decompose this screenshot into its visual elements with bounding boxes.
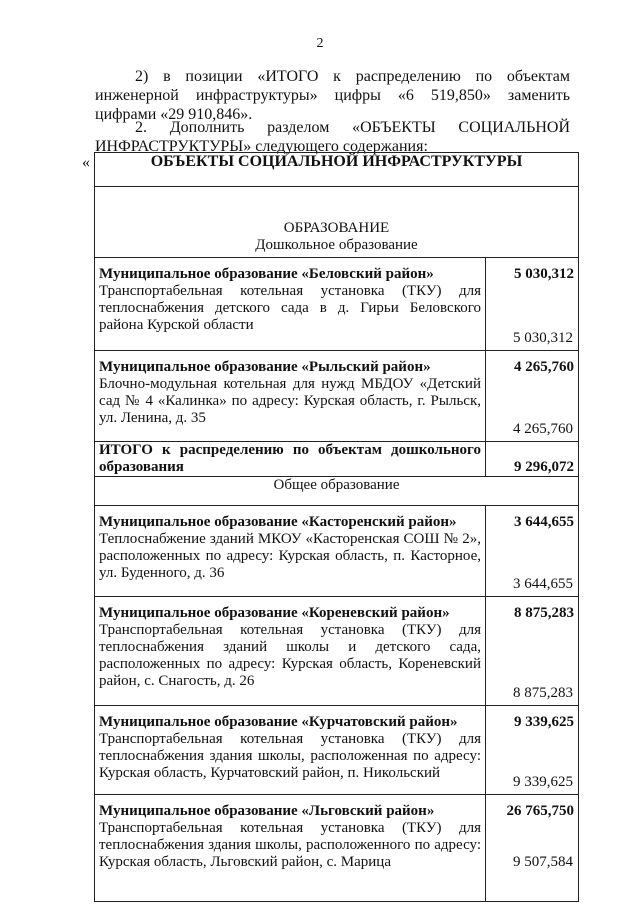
entry-text-cell — [95, 351, 486, 442]
municipality-total: 4 265,760 — [514, 359, 574, 375]
entry-text-cell — [95, 597, 486, 706]
entry-text-cell — [95, 795, 486, 902]
object-amount: 8 875,283 — [513, 685, 573, 701]
object-description: Блочно-модульная котельная для нужд МБДОУ «Детский сад № 4 «Калинка» по адресу: Курская область, г. Рыльск, ул. Ленина, д. 35 — [99, 376, 481, 426]
entry-text-cell — [95, 258, 486, 351]
table-row — [95, 597, 579, 706]
municipality-name: Муниципальное образование «Беловский район» — [99, 266, 434, 282]
paragraph-2-first-line — [95, 118, 570, 137]
section-education-label: ОБРАЗОВАНИЕ — [283, 220, 390, 236]
municipality-total: 26 765,750 — [506, 803, 574, 819]
object-description: Транспортабельная котельная установка (ТКУ) для теплоснабжения здания школы, расположенного по адресу: Курская область, Льговский район, с. Марица — [99, 820, 481, 870]
table-row — [95, 258, 579, 351]
paragraph-2-second-line: ИНФРАСТРУКТУРЫ» следующего содержания: — [95, 138, 428, 155]
entry-amount-cell — [486, 706, 579, 795]
table-row — [95, 795, 579, 902]
municipality-total: 8 875,283 — [514, 605, 574, 621]
table-row — [95, 351, 579, 442]
entry-amount-cell — [486, 597, 579, 706]
object-amount: 9 507,584 — [513, 854, 573, 870]
municipality-total: 9 339,625 — [514, 714, 574, 730]
paragraph-2-word: разделом — [267, 119, 330, 136]
open-quote-mark: « — [82, 154, 90, 171]
amendment-paragraph-2 — [95, 118, 570, 156]
section-education — [95, 187, 579, 238]
municipality-name: Муниципальное образование «Рыльский район» — [99, 359, 431, 375]
municipality-total: 3 644,655 — [514, 514, 574, 530]
subsection-preschool: Дошкольное образование — [95, 237, 579, 258]
municipality-total: 5 030,312 — [514, 266, 574, 282]
table-row — [95, 706, 579, 795]
preschool-total-value: 9 296,072 — [486, 442, 579, 477]
paragraph-2-word: 2. — [135, 119, 147, 136]
object-amount: 3 644,655 — [513, 576, 573, 592]
table-row — [95, 506, 579, 597]
object-amount: 4 265,760 — [513, 421, 573, 437]
paragraph-2-word: СОЦИАЛЬНОЙ — [458, 119, 570, 136]
object-amount: 5 030,312 — [513, 330, 573, 346]
paragraph-2-word: Дополнить — [169, 119, 245, 136]
subsection-general: Общее образование — [95, 477, 579, 506]
table-row — [95, 442, 579, 477]
entry-text-cell — [95, 706, 486, 795]
object-description: Теплоснабжение зданий МКОУ «Касторенская СОШ № 2», расположенных по адресу: Курская область, п. Касторное, ул. Буденного, д. 36 — [99, 531, 481, 581]
object-description: Транспортабельная котельная установка (ТКУ) для теплоснабжения зданий школы и детского сада, расположенных по адресу: Курская область, Кореневский район, с. Снагость, д. 26 — [99, 622, 481, 689]
entry-amount-cell — [486, 795, 579, 902]
social-infrastructure-table — [94, 152, 579, 902]
object-description: Транспортабельная котельная установка (ТКУ) для теплоснабжения здания школы, расположенная по адресу: Курская область, Курчатовский район, п. Никольский — [99, 731, 481, 781]
entry-amount-cell — [486, 258, 579, 351]
object-amount: 9 339,625 — [513, 774, 573, 790]
page-number: 2 — [316, 36, 324, 51]
preschool-total-label: ИТОГО к распределению по объектам дошкольного образования — [95, 442, 486, 477]
table-title: ОБЪЕКТЫ СОЦИАЛЬНОЙ ИНФРАСТРУКТУРЫ — [95, 153, 579, 187]
municipality-name: Муниципальное образование «Курчатовский район» — [99, 714, 458, 730]
paragraph-2-word: «ОБЪЕКТЫ — [352, 119, 436, 136]
municipality-name: Муниципальное образование «Льговский район» — [99, 803, 435, 819]
municipality-name: Муниципальное образование «Кореневский район» — [99, 605, 450, 621]
object-description: Транспортабельная котельная установка (ТКУ) для теплоснабжения детского сада в д. Гирьи Беловского района Курской области — [99, 283, 481, 333]
amendment-paragraph-1: 2) в позиции «ИТОГО к распределению по объектам инженерной инфраструктуры» цифры «6 519,850» заменить цифрами «29 910,846». — [95, 68, 570, 123]
municipality-name: Муниципальное образование «Касторенский район» — [99, 514, 457, 530]
entry-amount-cell — [486, 351, 579, 442]
entry-amount-cell — [486, 506, 579, 597]
entry-text-cell — [95, 506, 486, 597]
